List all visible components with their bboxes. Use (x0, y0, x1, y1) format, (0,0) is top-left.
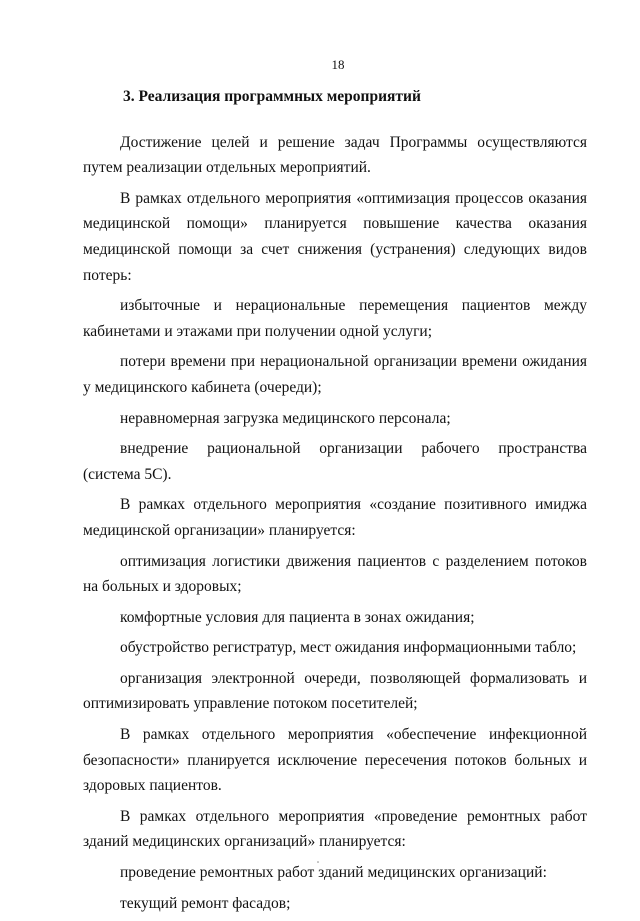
paragraph: проведение ремонтных работ зданий медицинских организаций: (120, 864, 547, 882)
paragraph: неравномерная загрузка медицинского персонала; (120, 409, 451, 427)
scan-speck (316, 860, 320, 864)
paragraph: В рамках отдельного мероприятия «оптимизация процессов оказания медицинской помощи» планируется повышение качества оказания медицинской помощи за счет снижения (устранения) следующих видов потерь: (83, 189, 587, 284)
paragraph: оптимизация логистики движения пациентов с разделением потоков на больных и здоровых; (83, 552, 587, 596)
document-body (83, 84, 587, 921)
paragraph: текущий ремонт фасадов; (120, 894, 291, 912)
section-heading: 3. Реализация программных мероприятий (123, 88, 421, 105)
paragraph: организация электронной очереди, позволяющей формализовать и оптимизировать управление потоком посетителей; (83, 669, 587, 713)
paragraph: избыточные и нерациональные перемещения пациентов между кабинетами и этажами при получении одной услуги; (83, 297, 587, 340)
paragraph: потери времени при нерациональной организации времени ожидания у медицинского кабинета (очереди); (83, 353, 587, 396)
page-number: 18 (331, 57, 345, 72)
paragraph: В рамках отдельного мероприятия «обеспечение инфекционной безопасности» планируется исключение пересечения потоков больных и здоровых пациентов. (83, 726, 587, 795)
paragraph: Достижение целей и решение задач Программы осуществляются путем реализации отдельных мероприятий. (83, 133, 587, 177)
paragraph: обустройство регистратур, мест ожидания информационными табло; (120, 639, 577, 657)
paragraph: В рамках отдельного мероприятия «создание позитивного имиджа медицинской организации» планируется: (83, 496, 587, 539)
paragraph: внедрение рациональной организации рабочего пространства (система 5С). (83, 440, 587, 483)
paragraph: комфортные условия для пациента в зонах ожидания; (120, 608, 475, 626)
paragraph: В рамках отдельного мероприятия «проведение ремонтных работ зданий медицинских организаций» планируется: (83, 807, 587, 851)
